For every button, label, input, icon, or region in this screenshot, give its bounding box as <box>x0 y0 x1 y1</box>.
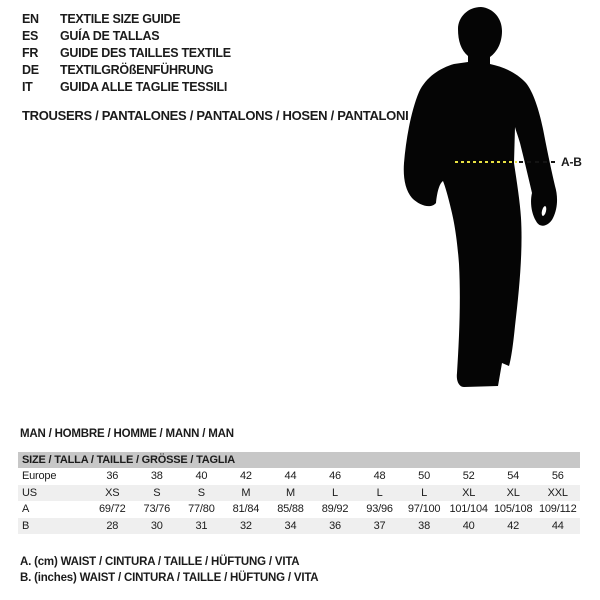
table-cell: XS <box>105 486 120 499</box>
language-title: GUÍA DE TALLAS <box>60 29 160 43</box>
language-code: EN <box>22 12 39 26</box>
row-label: US <box>22 486 37 499</box>
table-cell: 36 <box>106 470 119 482</box>
table-cell: S <box>153 486 161 499</box>
language-title: TEXTILGRÖßENFÜHRUNG <box>60 63 214 77</box>
table-cell: 40 <box>462 519 475 532</box>
table-cell: 30 <box>150 519 163 532</box>
size-table-header: SIZE / TALLA / TAILLE / GRÖSSE / TAGLIA <box>18 452 580 468</box>
row-label: B <box>22 519 30 532</box>
table-cell: XXL <box>547 486 568 499</box>
language-title: GUIDE DES TAILLES TEXTILE <box>60 46 231 60</box>
table-cell: 37 <box>373 519 386 532</box>
table-cell: 31 <box>195 519 208 532</box>
table-cell: 54 <box>507 470 520 482</box>
table-cell: 101/104 <box>449 503 488 515</box>
language-code: IT <box>22 80 33 94</box>
table-cell: 42 <box>239 470 252 482</box>
row-label: Europe <box>22 470 57 482</box>
table-cell: 109/112 <box>538 503 577 515</box>
garment-category-title: TROUSERS / PANTALONES / PANTALONS / HOSEN / PANTALONI <box>22 108 409 123</box>
table-cell: XL <box>506 486 520 499</box>
table-cell: 85/88 <box>277 503 304 515</box>
table-cell: 44 <box>284 470 297 482</box>
table-cell: 40 <box>195 470 208 482</box>
language-code: ES <box>22 29 39 43</box>
table-cell: 69/72 <box>99 503 126 515</box>
table-cell: 28 <box>106 519 119 532</box>
table-cell: 81/84 <box>232 503 260 515</box>
language-row-es <box>22 28 231 45</box>
table-cell: XL <box>462 486 476 499</box>
language-row-fr <box>22 45 231 62</box>
table-cell: 89/92 <box>321 503 349 515</box>
table-cell: 34 <box>284 519 297 532</box>
language-title: TEXTILE SIZE GUIDE <box>60 12 181 26</box>
language-row-it <box>22 79 231 96</box>
table-cell: L <box>332 486 338 499</box>
table-cell: 48 <box>373 470 386 482</box>
table-cell: 77/80 <box>188 503 215 515</box>
language-code: DE <box>22 63 39 77</box>
table-cell: L <box>376 486 383 499</box>
language-title-list <box>22 11 231 96</box>
note-a-cm: A. (cm) WAIST / CINTURA / TAILLE / HÜFTUNG / VITA <box>20 556 300 568</box>
man-silhouette-icon <box>398 0 598 400</box>
language-row-en <box>22 11 231 28</box>
language-code: FR <box>22 46 39 60</box>
table-row-b-inches <box>18 518 580 535</box>
table-cell: 73/76 <box>143 503 171 515</box>
table-cell: 44 <box>551 519 564 532</box>
table-cell: M <box>285 486 295 499</box>
table-cell: 97/100 <box>407 503 441 515</box>
table-cell: 36 <box>329 519 341 532</box>
waist-measure-line-yellow <box>455 161 517 163</box>
table-cell: M <box>241 486 251 499</box>
table-row-a-cm <box>18 501 580 518</box>
waist-measure-label: A-B <box>561 155 582 169</box>
row-label: A <box>22 503 30 515</box>
table-cell: 93/96 <box>366 503 393 515</box>
table-cell: 56 <box>551 470 564 482</box>
table-cell: 50 <box>418 470 431 482</box>
table-cell: 38 <box>150 470 163 482</box>
language-row-de <box>22 62 231 79</box>
waist-measure-line-black <box>519 161 557 163</box>
size-table <box>18 452 580 534</box>
table-cell: 38 <box>418 519 431 532</box>
table-row-europe <box>18 468 580 485</box>
table-cell: 32 <box>239 519 252 532</box>
language-title: GUIDA ALLE TAGLIE TESSILI <box>60 80 228 94</box>
measurement-notes <box>20 555 318 586</box>
table-cell: S <box>197 486 205 499</box>
table-row-us <box>18 485 580 502</box>
table-cell: 42 <box>507 519 520 532</box>
table-cell: L <box>421 486 428 499</box>
table-cell: 52 <box>462 470 475 482</box>
table-cell: 46 <box>329 470 341 482</box>
note-b-inches: B. (inches) WAIST / CINTURA / TAILLE / HÜFTUNG / VITA <box>20 571 319 584</box>
table-cell: 105/108 <box>494 503 533 515</box>
table-section-title: MAN / HOMBRE / HOMME / MANN / MAN <box>20 428 234 440</box>
